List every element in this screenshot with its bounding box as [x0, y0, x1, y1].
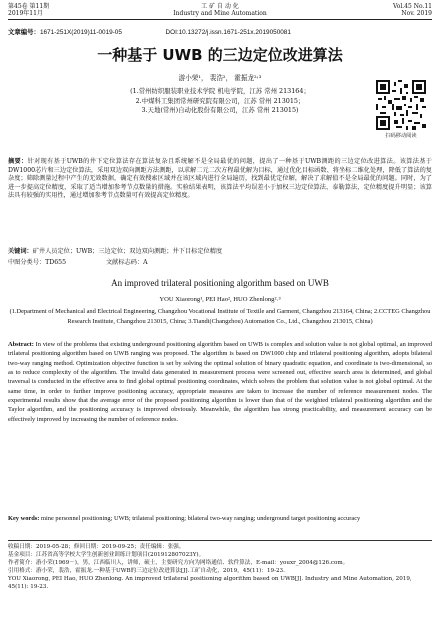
abstract-en-text: In view of the problems that existing underground positioning algorithm based on UWB is complex and solution value is not global optimal, an improved trilateral positioning algorithm based on UWB ranging was proposed. The algorithm is based on DW1000 chip and trilateral positioning algorithm, adopts bilateral two-way ranging method. Optimization objective function is set by solving the optimal solution of binary quadratic equation, and coordinate is two-dimensional, so as to reduce complexity of the algorithm. The invalid data generated in measurement process were screened out, effective search area is determined, and global traversal is conducted in the effective area to find global optimal positioning coordinates, which solves the problem that solution value is not global optimal. At the same time, in order to further improve positioning accuracy, appropriate measures are taken to increase the number of reference measurement nodes. The experimental results show that the average error of the proposed positioning algorithm is lower than that of the weighted trilateral positioning algorithm and the Taylor algorithm, and the positioning accuracy is improved obviously. Meanwhile, the algorithm has strong practicability, and measurement accuracy can be effectively improved by increasing the number of reference nodes. — [8, 341, 432, 423]
cls-value: TD655 — [45, 259, 67, 266]
article-no: 1671-251X(2019)11-0019-05 — [39, 29, 122, 36]
keywords-en-text: mine personnel positioning; UWB; trilateral positioning; bilateral two-way ranging; underground target positioning accuracy — [41, 515, 361, 522]
affiliation-cn-1: (1.常州纺织服装职业技术学院 机电学院，江苏 常州 213164； — [130, 87, 310, 95]
journal-name-en: Industry and Mine Automation — [173, 10, 267, 17]
header-rule — [8, 19, 432, 20]
footnotes — [8, 543, 432, 592]
header-center — [0, 3, 440, 17]
keywords-en — [8, 514, 432, 523]
article-no-label: 文章编号： — [8, 29, 40, 36]
article-ids — [8, 27, 432, 36]
footnote-funding: 基金项目：江苏省高等学校大学生创新创业训练计划项目(201912807023Y)。 — [8, 552, 205, 559]
abstract-cn-text: 针对现有基于UWB的井下定位算法存在算法复杂且系统解不是全局最优的问题，提出了一种基于UWB测距的三边定位改进算法。该算法基于DW1000芯片和三边定位算法，采用双边双向测距方法测距，以求解二元二次方程最优解为目标，通过优化目标函数、将坐标二维化处理，降低了算法的复杂度；筛除测量过程中产生的无效数据，确定有效搜索区域并在该区域内进行全局遍历，找到最优定位解，解决了求解值不是全局最优的问题。同时，为了进一步提高定位精度，采取了适当增加参考节点数量的措施。实验结果表明，该算法平均误差小于加权三边定位算法、泰勒算法，定位精度提升明显；该算法具有较强的实用性，通过增加参考节点数量可有效提高定位精度。 — [8, 158, 432, 200]
abstract-en-label: Abstract: — [8, 341, 34, 348]
authors-en: YOU Xiaorong¹, PEI Hao², HUO Zhenlong²˒³ — [159, 296, 281, 303]
header-date-en: Nov. 2019 — [401, 10, 432, 17]
keywords-cn — [8, 246, 432, 255]
affiliation-cn-2: 2.中煤科工集团常州研究院有限公司，江苏 常州 213015； — [135, 96, 305, 105]
doc-code-value: A — [143, 259, 148, 266]
footnote-rule — [8, 540, 432, 541]
doc-code-label: 文献标志码： — [105, 259, 144, 266]
header-volume-en: Vol.45 No.11 — [392, 3, 432, 10]
classification — [8, 257, 432, 266]
footnote-author-bio: 作者简介：游小荣(1969－)，男，江西临川人，讲师，硕士，主要研究方向为网络通信、软件算法，E-mail：youxr_2004@126.com。 — [8, 560, 349, 567]
header-date-cn: 2019年11月 — [8, 10, 43, 17]
qr-code-icon[interactable] — [376, 80, 426, 130]
header-volume-cn: 第45卷 第11期 — [8, 3, 50, 10]
abstract-cn — [8, 158, 432, 201]
affiliations-cn — [8, 87, 432, 116]
journal-name-cn: 工 矿 自 动 化 — [201, 3, 239, 10]
cls-label: 中图分类号： — [8, 259, 46, 266]
keywords-cn-label: 关键词： — [8, 248, 33, 255]
title-cn: 一种基于 UWB 的三边定位改进算法 — [97, 46, 343, 64]
abstract-en — [8, 340, 432, 424]
footnote-citation-en: YOU Xiaorong, PEI Hao, HUO Zhenlong. An improved trilateral positioning algorithm based on UWB[J]. Industry and Mine Automation, 2019, 45(11): 19-23. — [8, 576, 412, 591]
qr-caption: 扫码移动阅读 — [385, 133, 417, 139]
keywords-en-label: Key words: — [8, 515, 40, 522]
keywords-cn-text: 矿井人员定位；UWB；三边定位；双边双向测距；井下目标定位精度 — [32, 248, 223, 255]
footnote-citation-cn: 引用格式：游小荣，裴浩，霍振龙.一种基于UWB的三边定位改进算法[J].工矿自动化，2019，45(11)：19-23. — [8, 568, 285, 575]
authors-cn: 游小荣¹， 裴浩²， 霍振龙²˒³ — [178, 74, 262, 82]
title-en: An improved trilateral positioning algorithm based on UWB — [111, 278, 329, 288]
header-right — [393, 3, 432, 17]
abstract-cn-label: 摘要： — [8, 158, 28, 165]
footnote-dates: 收稿日期：2019-05-28；修回日期：2019-09-25；责任编辑：张强。 — [8, 544, 185, 550]
running-header — [0, 0, 440, 22]
affiliations-en: (1.Department of Mechanical and Electrical Engineering, Changzhou Vocational Institute of Textile and Garment, Changzhou 213164, China; 2.CCTEG Changzhou Research Institute, Changzhou 213015, China; 3.Tiandi(Changzhou) Automation Co., Ltd., Changzhou 213015, China) — [9, 308, 431, 325]
affiliation-cn-3: 3.天地(常州)自动化股份有限公司，江苏 常州 213015) — [141, 106, 299, 114]
doi: DOI:10.13272/j.issn.1671-251x.2019050081 — [165, 29, 291, 36]
